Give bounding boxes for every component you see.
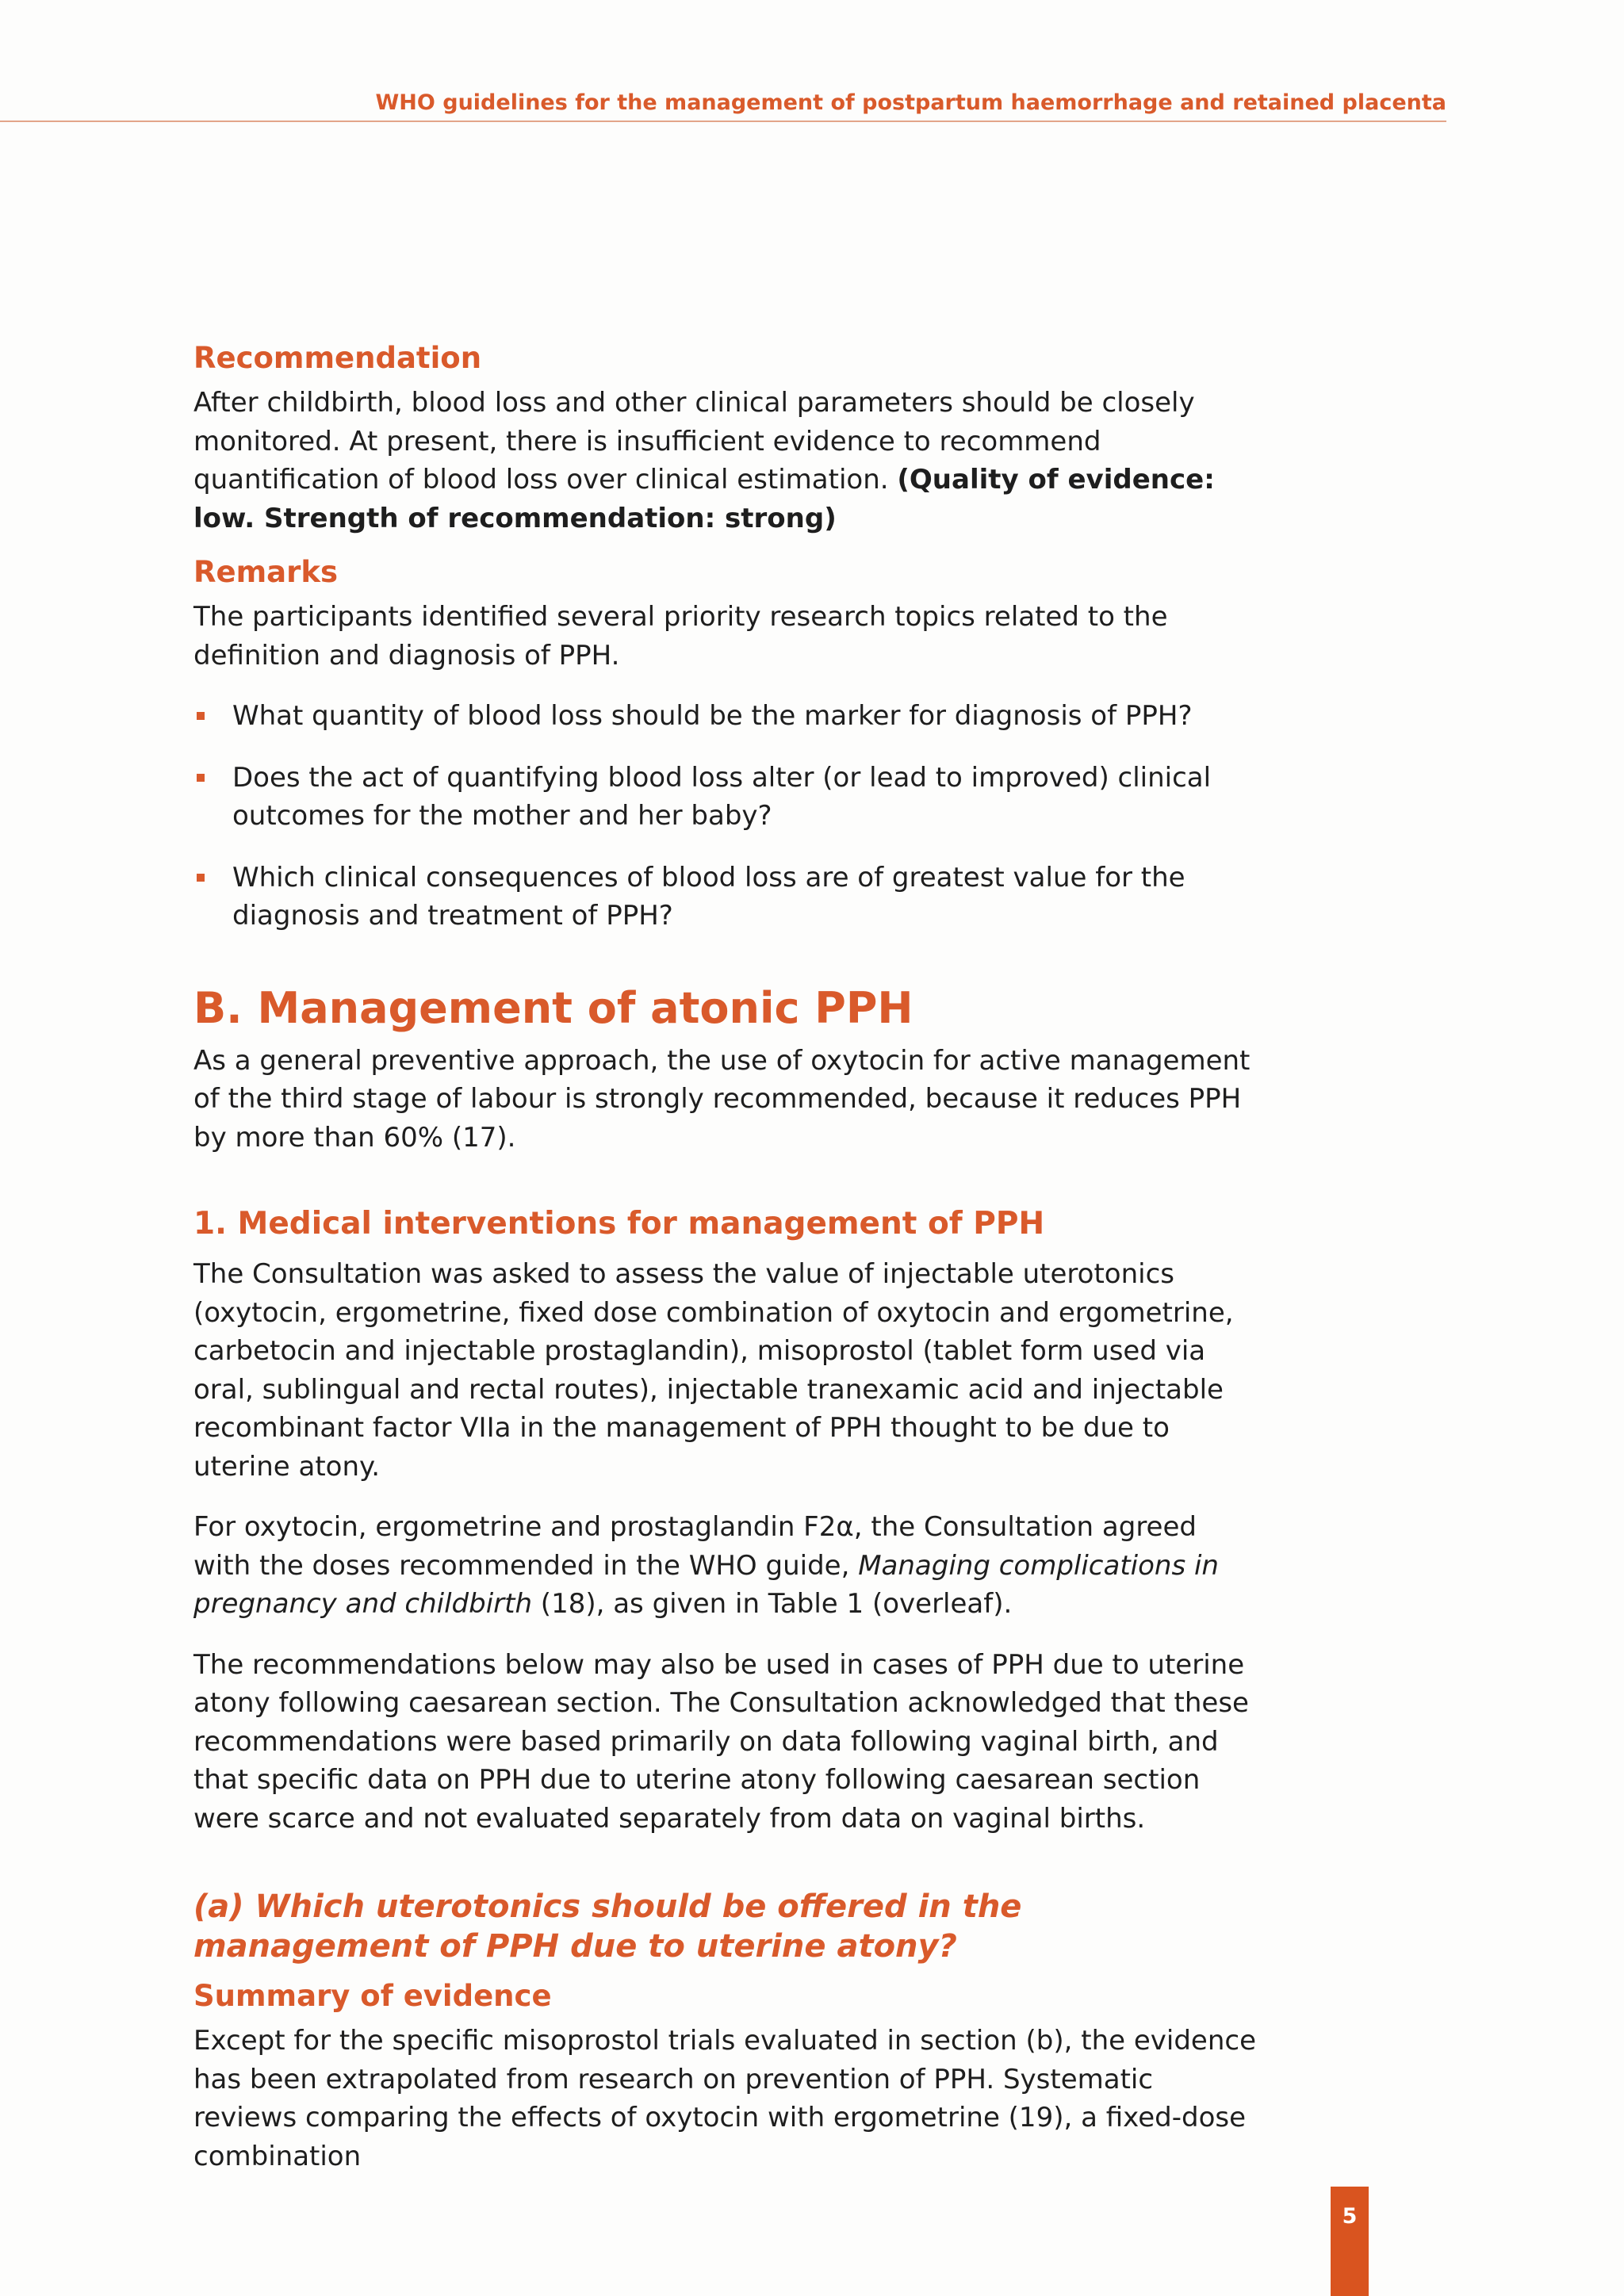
remarks-heading: Remarks [193,555,338,589]
page-number: 5 [1342,2204,1358,2229]
running-header: WHO guidelines for the management of postpartum haemorrhage and retained placenta [375,90,1446,115]
page-number-tab [1331,2187,1369,2296]
recommendation-text: After childbirth, blood loss and other clinical parameters should be closely monitored. At present, there is insufficient evidence to recommend quantification of blood loss over clinical estimation. [193,387,1195,496]
section-b-heading: B. Management of atonic PPH [193,982,914,1033]
subsection-1-para3: The recommendations below may also be used in cases of PPH due to uterine atony following caesarean section. The Consultation acknowledged that these recommendations were based primarily on data following vaginal birth, and that specific data on PPH due to uterine atony following caesarean section were scarce and not evaluated separately from data on vaginal births. [193,1648,1249,1835]
subsection-1-heading: 1. Medical interventions for management of PPH [193,1206,1045,1242]
page-body [193,339,1256,2175]
section-b-intro: As a general preventive approach, the use of oxytocin for active management of the third stage of labour is strongly recommended, because it reduces PPH by more than 60% (17). [193,1044,1251,1154]
list-item: Which clinical consequences of blood loss are of greatest value for the diagnosis and treatment of PPH? [193,859,1256,936]
recommendation-strength: (Quality of evidence: low. Strength of recommendation: strong) [193,464,1215,534]
research-topics-list [193,697,1256,936]
remarks-intro: The participants identified several priority research topics related to the definition and diagnosis of PPH. [193,601,1168,672]
list-item: Does the act of quantifying blood loss alter (or lead to improved) clinical outcomes for the mother and her baby? [193,759,1256,836]
list-item: What quantity of blood loss should be the marker for diagnosis of PPH? [193,697,1256,736]
subsection-1-para1: The Consultation was asked to assess the value of injectable uterotonics (oxytocin, ergometrine, fixed dose combination of oxytocin and ergometrine, carbetocin and injectable prostaglandin), misoprostol (tablet form used via oral, sublingual and rectal routes), injectable tranexamic acid and injectable recombinant factor VIIa in the management of PPH thought to be due to uterine atony. [193,1258,1234,1483]
bullet-square-icon [197,874,205,882]
summary-evidence-text: Except for the specific misoprostol trials evaluated in section (b), the evidence has been extrapolated from research on prevention of PPH. Systematic reviews comparing the effects of oxytocin with ergometrine (19), a fixed-dose combination [193,2025,1257,2172]
recommendation-heading: Recommendation [193,341,482,375]
question-a-heading: (a) Which uterotonics should be offered in the management of PPH due to uterine atony? [193,1888,1022,1965]
subsection-1-para2: For oxytocin, ergometrine and prostaglandin F2α, the Consultation agreed with the doses recommended in the WHO guide, Managing complications in pregnancy and childbirth (18), as given in Table 1 (overleaf). [193,1511,1219,1620]
bullet-square-icon [197,774,205,782]
summary-evidence-heading: Summary of evidence [193,1979,552,2013]
guide-title: Managing complications in pregnancy and childbirth [193,1549,1219,1620]
recommendation-paragraph [193,384,1256,538]
header-rule [0,121,1446,122]
bullet-square-icon [197,712,205,720]
